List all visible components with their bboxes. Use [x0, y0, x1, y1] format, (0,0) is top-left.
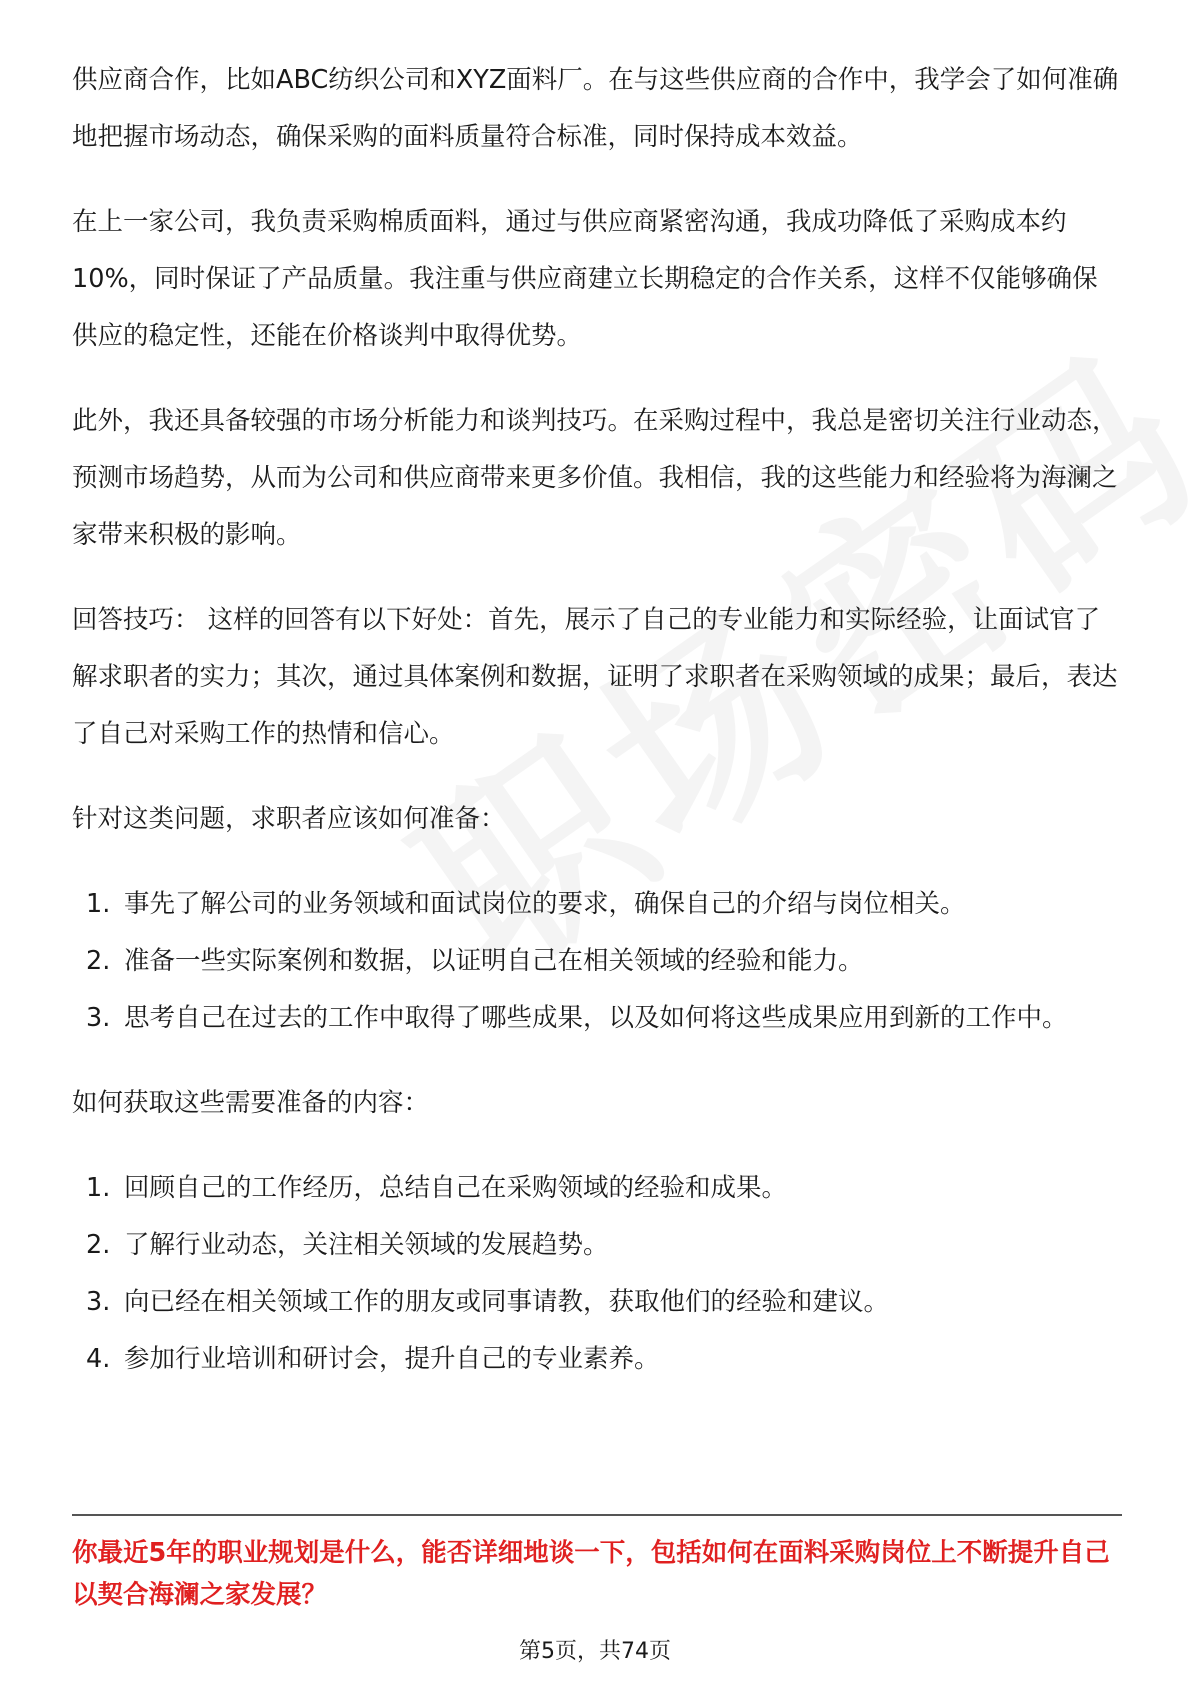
list-item: 2. 了解行业动态，关注相关领域的发展趋势。 — [86, 1230, 609, 1260]
next-question: 你最近5年的职业规划是什么，能否详细地谈一下，包括如何在面料采购岗位上不断提升自己以契合海澜之家发展？ — [72, 1538, 1110, 1610]
paragraph-market-analysis: 此外，我还具备较强的市场分析能力和谈判技巧。在采购过程中，我总是密切关注行业动态，预测市场趋势，从而为公司和供应商带来更多价值。我相信，我的这些能力和经验将为海澜之家带来积极的影响。 — [72, 406, 1118, 550]
paragraph-answer-tips: 回答技巧： 这样的回答有以下好处：首先，展示了自己的专业能力和实际经验，让面试官了解求职者的实力；其次，通过具体案例和数据，证明了求职者在采购领域的成果；最后，表达了自己对采购工作的热情和信心。 — [72, 605, 1118, 749]
document-body — [72, 52, 1122, 1388]
paragraph-cost-reduction: 在上一家公司，我负责采购棉质面料，通过与供应商紧密沟通，我成功降低了采购成本约10%，同时保证了产品质量。我注重与供应商建立长期稳定的合作关系，这样不仅能够确保供应的稳定性，还能在价格谈判中取得优势。 — [72, 207, 1098, 351]
preparation-list — [72, 876, 1122, 1047]
obtain-list — [72, 1160, 1122, 1388]
list-item: 1. 回顾自己的工作经历，总结自己在采购领域的经验和成果。 — [86, 1173, 788, 1203]
paragraph-how-to-obtain-heading: 如何获取这些需要准备的内容： — [72, 1088, 430, 1118]
page-footer: 第5页，共74页 — [519, 1639, 671, 1664]
paragraph-preparation-heading: 针对这类问题，求职者应该如何准备： — [72, 804, 506, 834]
list-item: 3. 向已经在相关领域工作的朋友或同事请教，获取他们的经验和建议。 — [86, 1287, 890, 1317]
list-item: 4. 参加行业培训和研讨会，提升自己的专业素养。 — [86, 1344, 660, 1374]
list-item: 1. 事先了解公司的业务领域和面试岗位的要求，确保自己的介绍与岗位相关。 — [86, 889, 966, 919]
section-divider — [72, 1514, 1122, 1516]
paragraph-supplier-cooperation: 供应商合作，比如ABC纺织公司和XYZ面料厂。在与这些供应商的合作中，我学会了如何准确地把握市场动态，确保采购的面料质量符合标准，同时保持成本效益。 — [72, 65, 1119, 152]
list-item: 3. 思考自己在过去的工作中取得了哪些成果，以及如何将这些成果应用到新的工作中。 — [86, 1003, 1068, 1033]
list-item: 2. 准备一些实际案例和数据，以证明自己在相关领域的经验和能力。 — [86, 946, 864, 976]
